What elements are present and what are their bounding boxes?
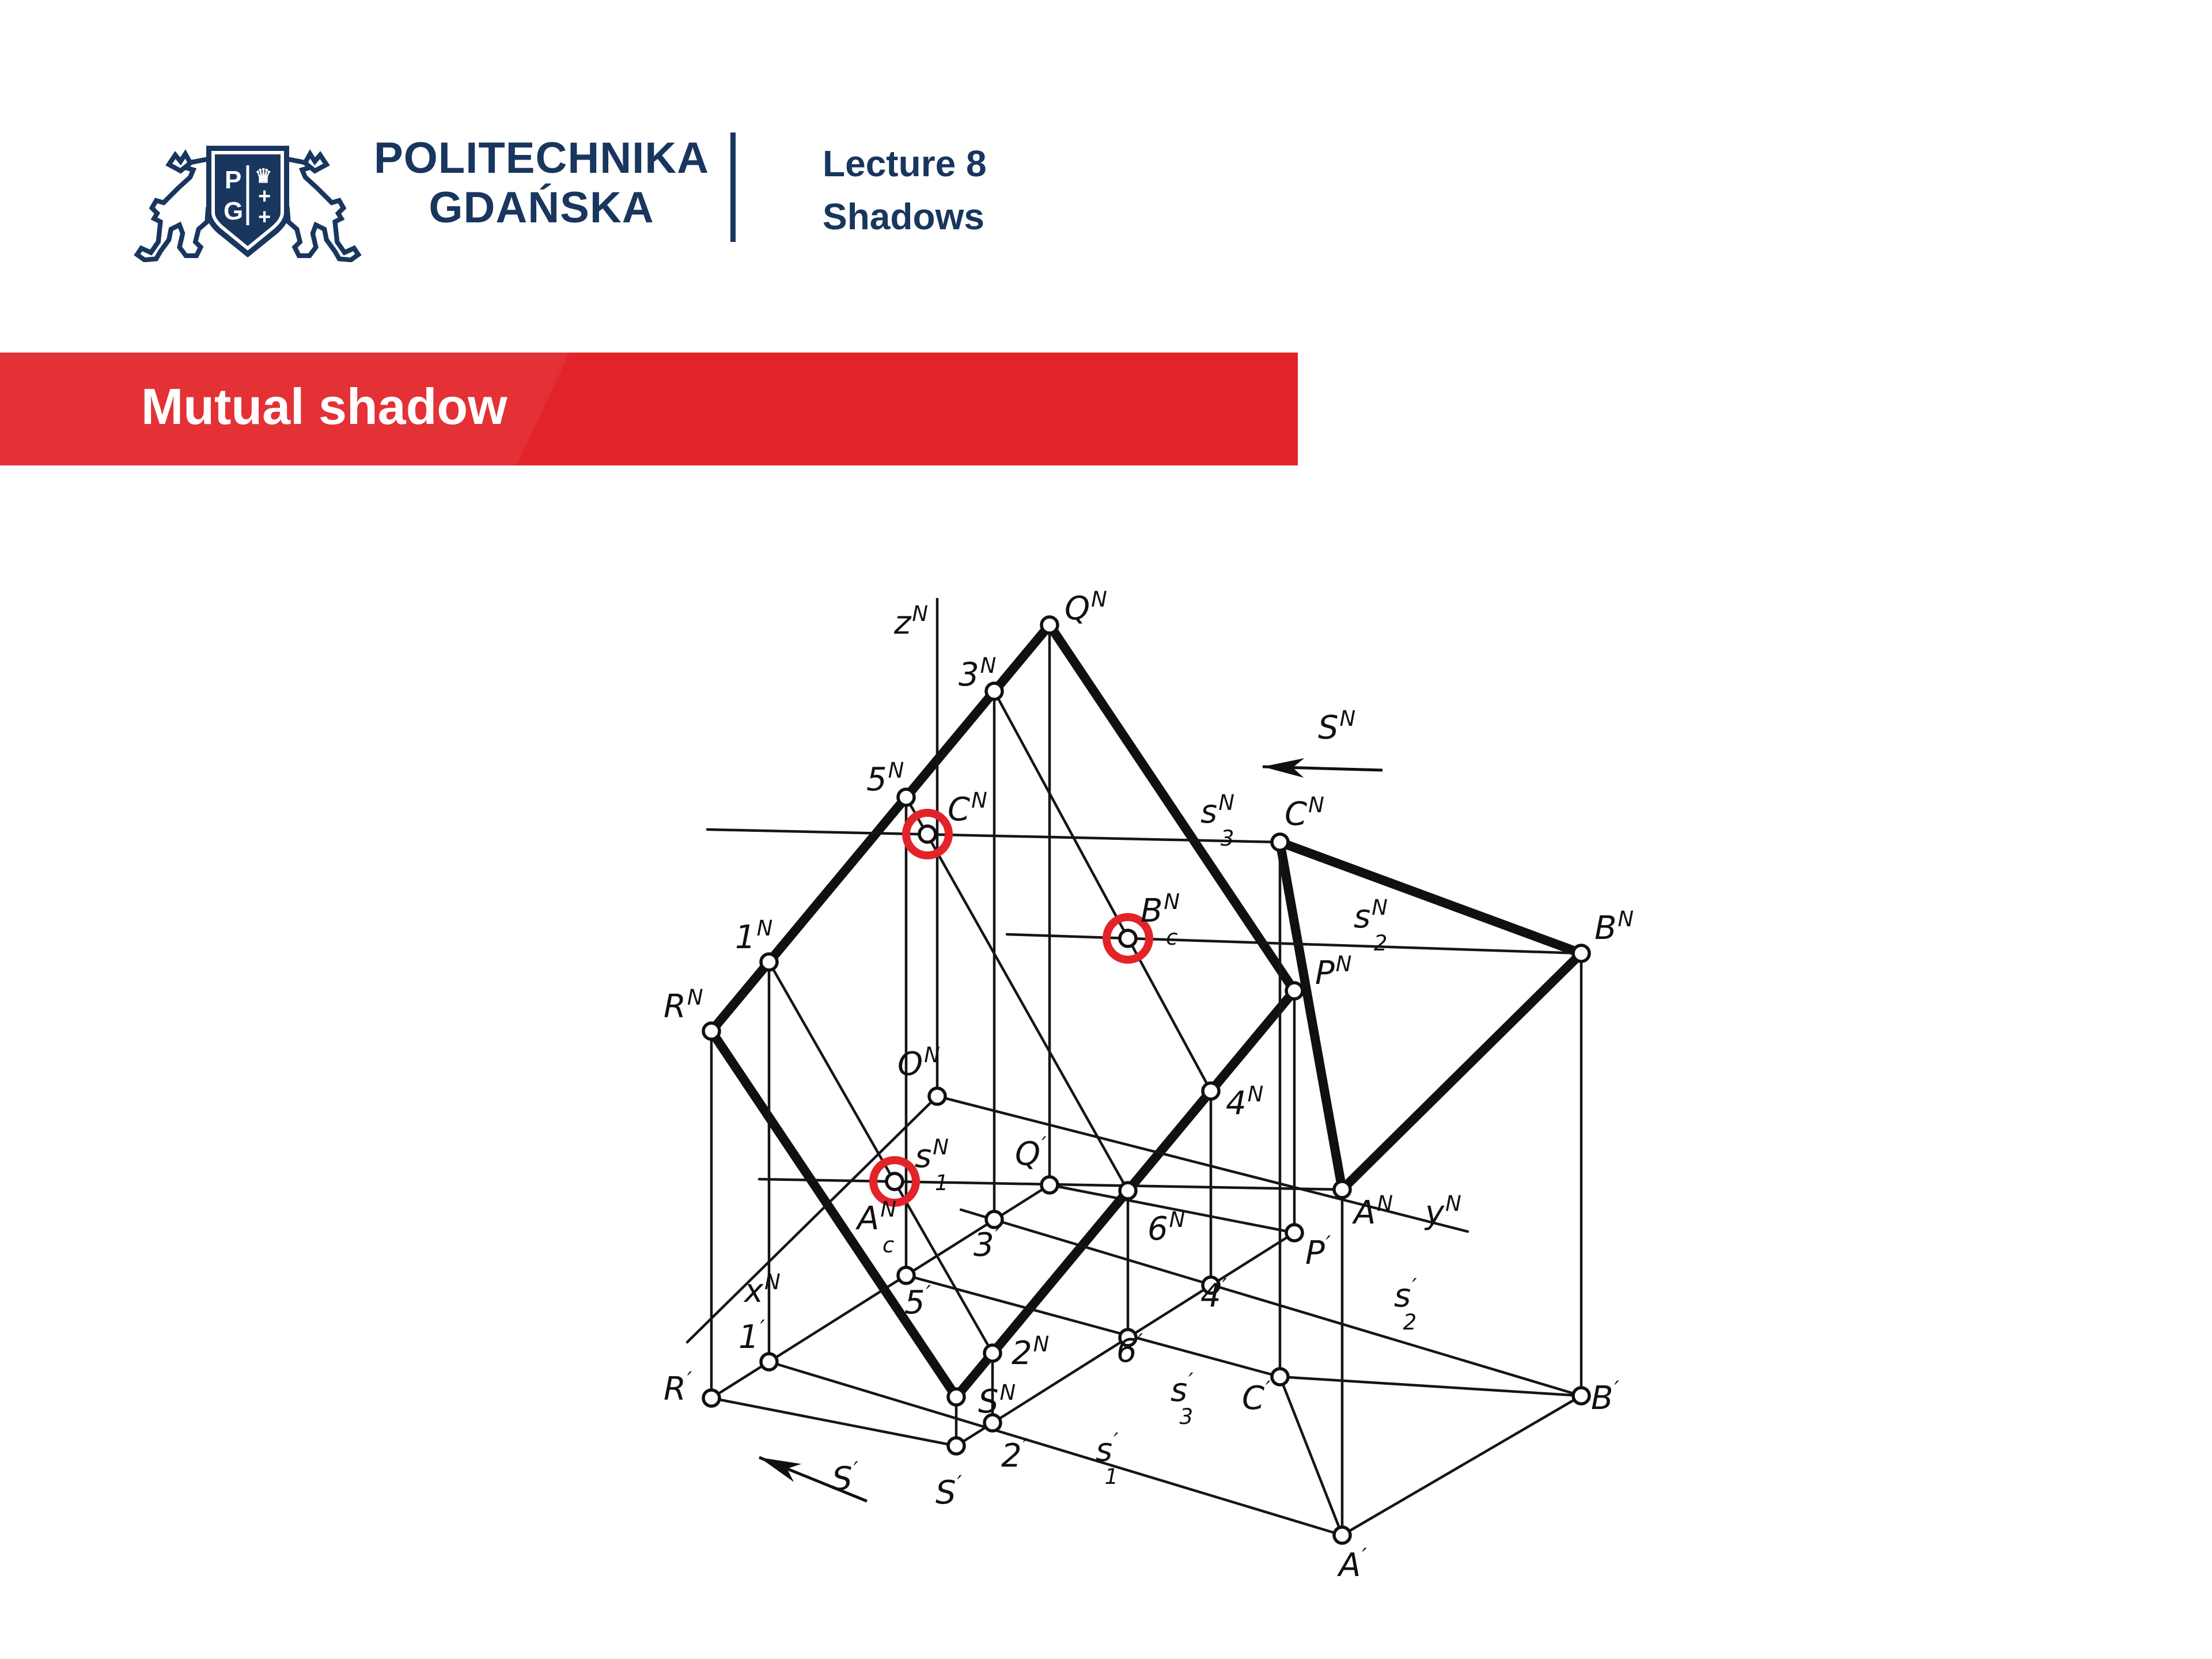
light-dir-Sp-arrowhead-icon: [759, 1457, 801, 1482]
label-5p: 5′: [904, 1281, 931, 1321]
university-name-line2: GDAŃSKA: [429, 183, 654, 232]
label-RN: $R^N$: [664, 985, 703, 1025]
logo-cross-icon: +: [258, 205, 271, 229]
point-1N: [761, 954, 777, 970]
label-Sp-arrow: S′: [832, 1457, 858, 1498]
segment-plan-SR: [711, 1398, 956, 1446]
label-3N: $3^N$: [959, 653, 997, 694]
segment-plan-BC: [1280, 1377, 1581, 1396]
point-5p: [898, 1267, 914, 1283]
point-Pp: [1286, 1225, 1302, 1241]
label-Qp: Q′: [1015, 1132, 1047, 1173]
label-SN-vertex: $S^N$: [978, 1380, 1016, 1421]
point-5N: [898, 789, 914, 805]
label-sN1: $s^N$ 1: [915, 1135, 949, 1195]
label-yN: $y^N$: [1425, 1191, 1461, 1232]
label-AN: $A^N$: [1354, 1191, 1393, 1232]
point-ON: [929, 1088, 945, 1104]
point-CNc: [919, 826, 935, 842]
label-Cp: C′: [1242, 1377, 1271, 1417]
point-6N: [1120, 1183, 1136, 1199]
label-zN: $z^N$: [894, 601, 929, 642]
label-ANc: $A^N$ c: [857, 1197, 896, 1257]
point-Cp: [1272, 1369, 1288, 1385]
segment-line-1-2: [769, 962, 993, 1353]
point-3N: [986, 683, 1002, 699]
label-2p: 2′: [1001, 1434, 1028, 1475]
label-2N: $2^N$: [1012, 1332, 1050, 1372]
point-RN: [703, 1023, 719, 1039]
label-3p: 3′: [974, 1224, 1001, 1264]
logo-letter-p: P: [225, 166, 242, 194]
segment-edge-BA: [1342, 953, 1581, 1190]
point-SN: [948, 1389, 964, 1405]
point-PN: [1286, 983, 1302, 999]
label-CN: $C^N$: [1285, 793, 1324, 833]
point-AN: [1334, 1181, 1350, 1198]
label-sp2: s′ 2: [1394, 1274, 1417, 1335]
point-Qp: [1041, 1177, 1058, 1193]
segment-edge-CB: [1280, 842, 1581, 953]
segment-ray-sp2: [961, 1210, 1581, 1396]
label-sN3: $s^N$ 3: [1200, 790, 1234, 851]
label-1p: 1′: [738, 1316, 766, 1356]
label-1N: $1^N$: [735, 916, 773, 956]
point-1p: [761, 1354, 777, 1370]
point-Sp: [948, 1438, 964, 1454]
label-PN: $P^N$: [1315, 952, 1352, 992]
segment-plan-AB: [1342, 1396, 1581, 1535]
logo-crown-icon: ♛: [255, 165, 272, 187]
point-2N: [984, 1345, 1001, 1361]
label-Bp: B′: [1591, 1377, 1619, 1417]
point-Ap: [1334, 1527, 1350, 1543]
label-BNc: $B^N$ c: [1141, 889, 1180, 950]
lecture-number: Lecture 8: [823, 143, 987, 184]
point-4N: [1203, 1083, 1219, 1099]
label-CNc: $C^N$: [948, 788, 987, 828]
lecture-topic: Shadows: [823, 196, 984, 237]
point-QN: [1041, 617, 1058, 633]
label-Rp: R′: [664, 1368, 692, 1408]
label-Ap: A′: [1339, 1544, 1367, 1584]
label-4N: $4^N$: [1226, 1082, 1264, 1122]
point-CN: [1272, 834, 1288, 850]
point-ANc: [887, 1173, 903, 1190]
label-4p: 4′: [1200, 1274, 1228, 1315]
section-title: Mutual shadow: [141, 377, 507, 435]
label-sN2: $s^N$ 2: [1354, 895, 1388, 956]
segment-plan-CA: [1280, 1377, 1342, 1535]
label-BN: $B^N$: [1594, 907, 1634, 947]
label-Pp: P′: [1305, 1232, 1331, 1272]
label-5N: $5^N$: [866, 758, 904, 798]
university-name-line1: POLITECHNIKA: [374, 134, 709, 183]
logo-cross-icon: +: [258, 184, 271, 209]
point-BN: [1573, 945, 1589, 961]
label-sp3: s′ 3: [1171, 1369, 1194, 1429]
label-xN: $x^N$: [744, 1270, 781, 1310]
label-QN: $Q^N$: [1065, 587, 1107, 627]
label-SN-arrow: $S^N$: [1318, 706, 1356, 747]
segment-edge-AC: [1280, 842, 1342, 1190]
label-6N: $6^N$: [1147, 1207, 1185, 1248]
point-BNc: [1120, 930, 1136, 946]
point-Bp: [1573, 1388, 1589, 1404]
logo-letter-g: G: [224, 197, 244, 225]
label-Sp-point: S′: [935, 1471, 962, 1512]
label-ON: $O^N$: [897, 1043, 940, 1083]
point-Rp: [703, 1390, 719, 1406]
label-6p: 6′: [1116, 1330, 1143, 1370]
label-sp1: s′ 1: [1096, 1429, 1119, 1489]
